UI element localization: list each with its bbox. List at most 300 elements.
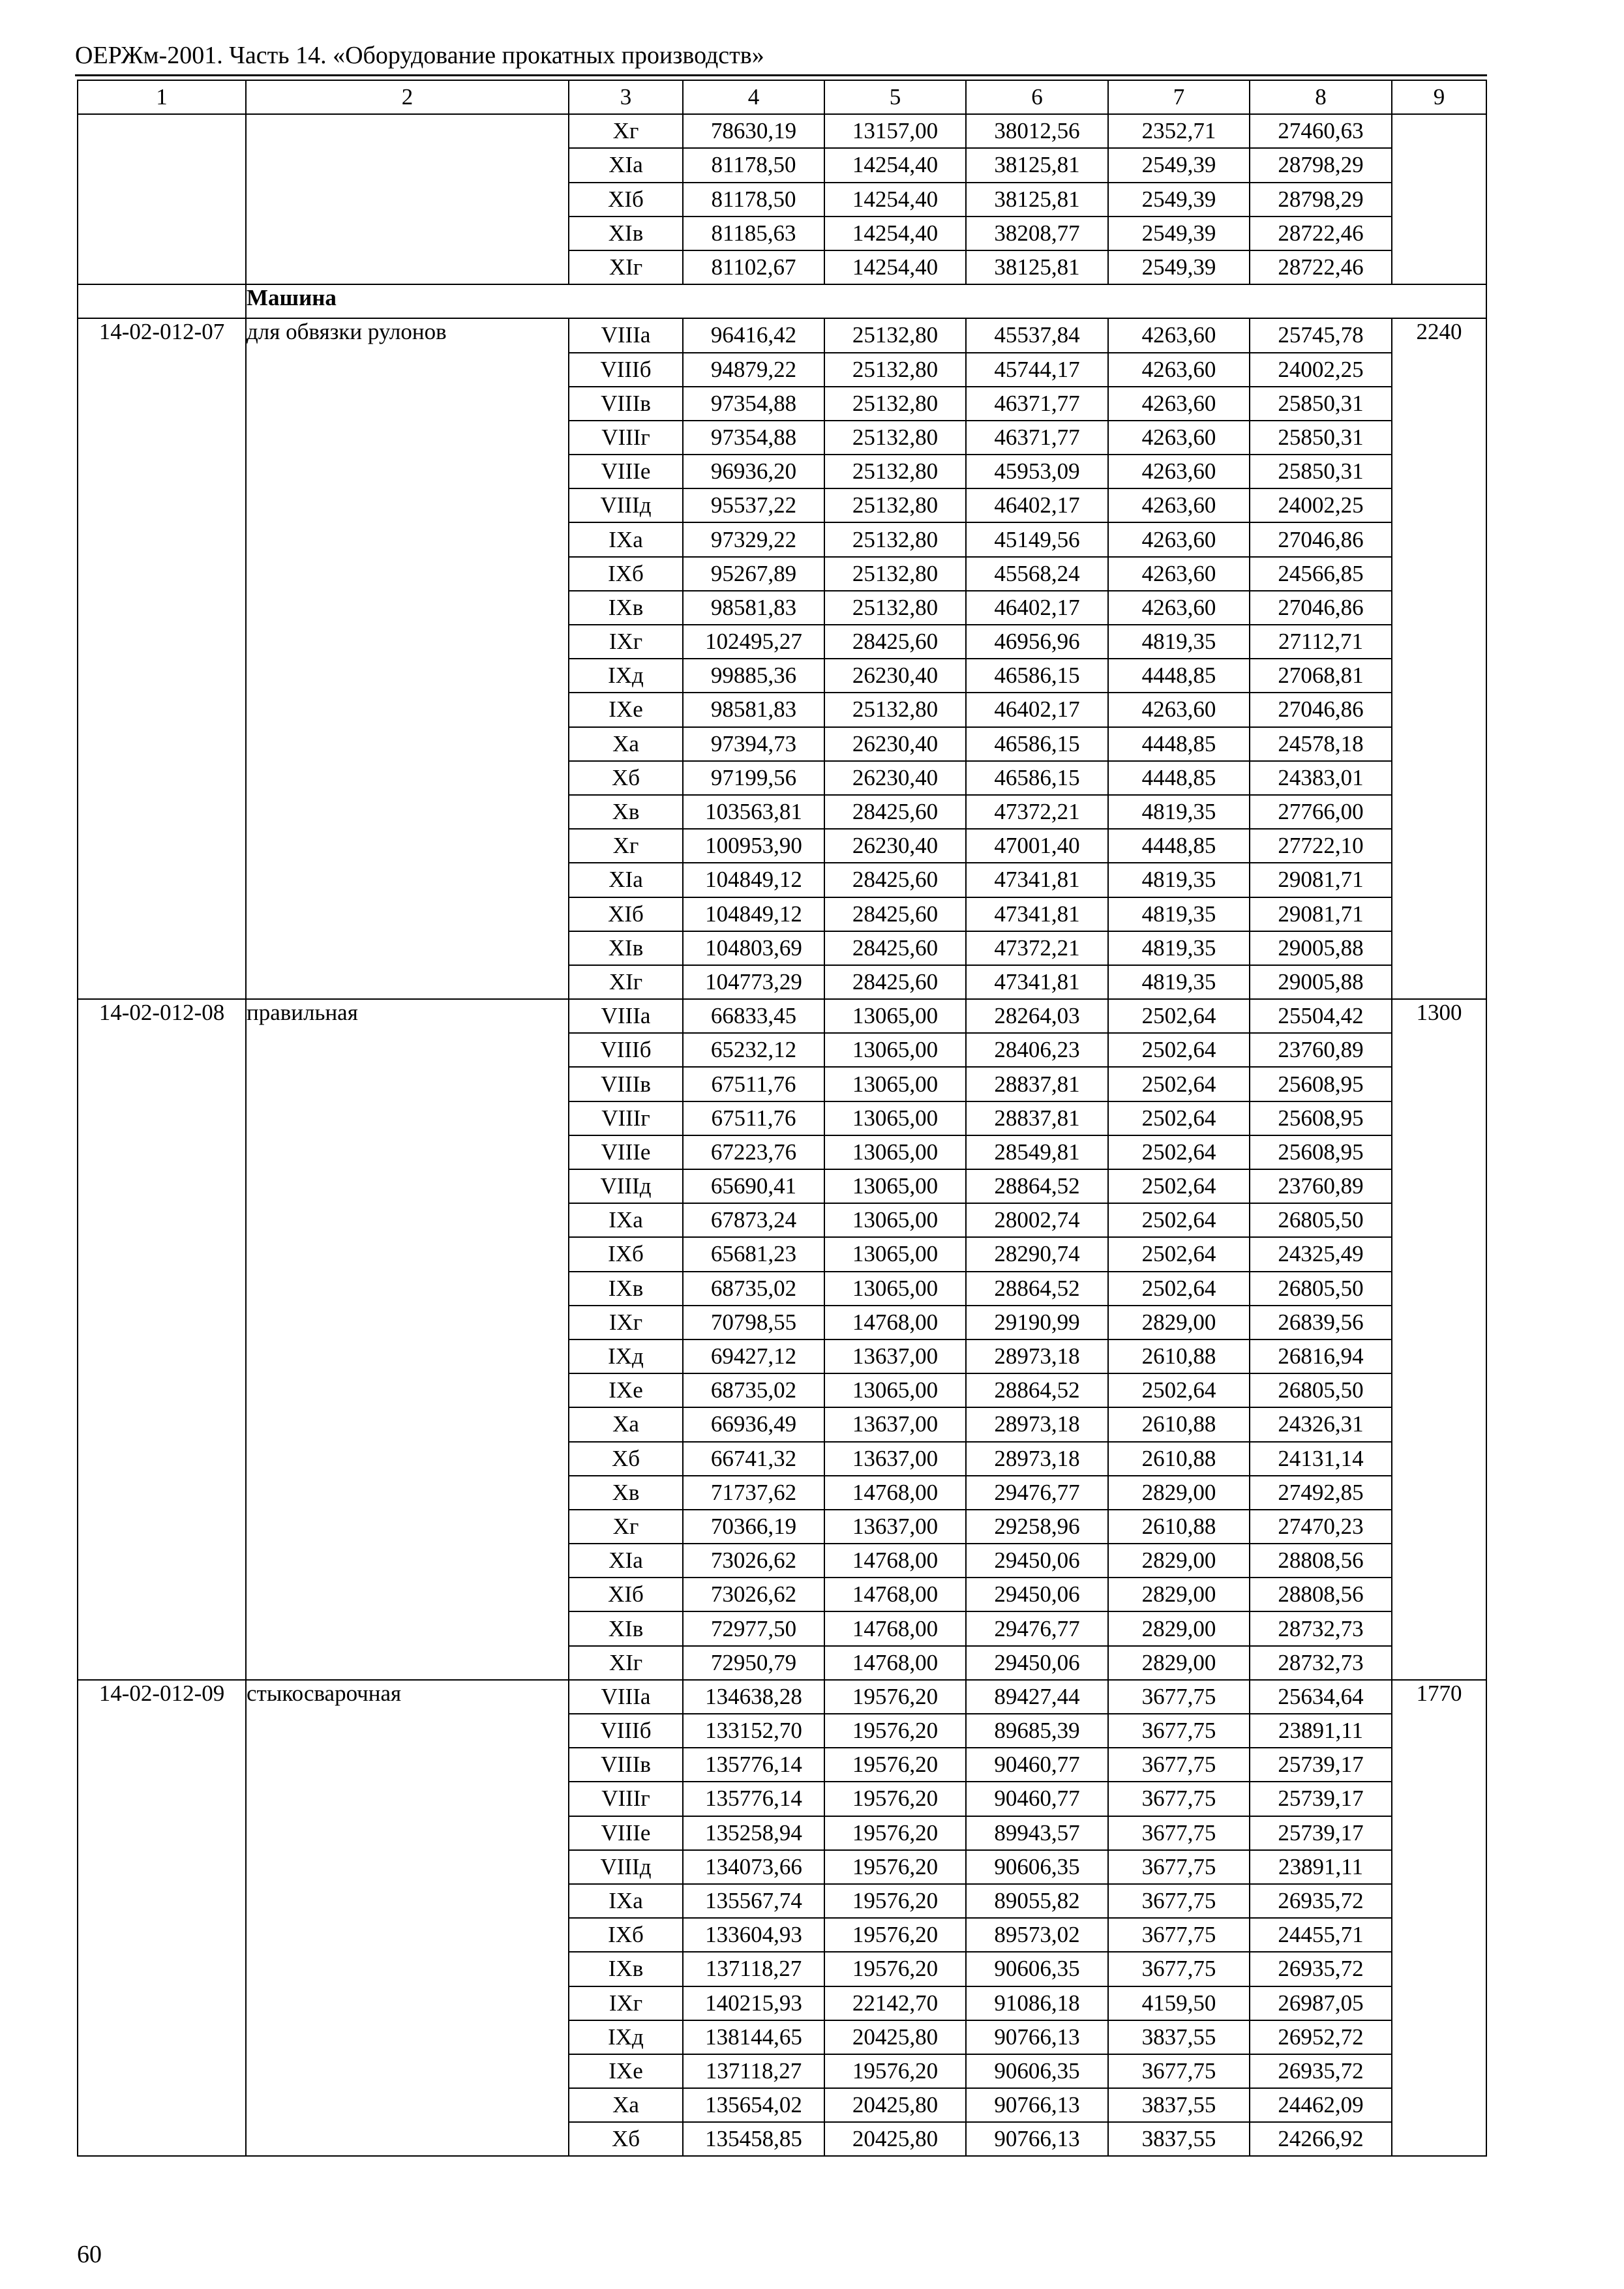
value-cell: 13157,00 [824,114,966,148]
row-code: VIIIа [569,318,683,352]
row-code: VIIIв [569,387,683,421]
value-cell: 29005,88 [1250,931,1392,965]
value-cell: 25132,80 [824,693,966,726]
value-cell: 24325,49 [1250,1237,1392,1271]
value-cell: 98581,83 [683,693,824,726]
value-cell: 19576,20 [824,1850,966,1884]
value-cell: 27046,86 [1250,591,1392,625]
value-cell: 13065,00 [824,1101,966,1135]
value-cell: 27460,63 [1250,114,1392,148]
value-cell: 27046,86 [1250,693,1392,726]
value-cell: 4448,85 [1108,829,1250,863]
value-cell: 26935,72 [1250,1952,1392,1986]
value-cell: 46402,17 [966,591,1108,625]
value-cell: 90606,35 [966,1952,1108,1986]
value-cell: 71737,62 [683,1476,824,1510]
value-cell: 25745,78 [1250,318,1392,352]
value-cell: 96416,42 [683,318,824,352]
value-cell: 2549,39 [1108,183,1250,217]
value-cell: 24266,92 [1250,2122,1392,2156]
value-cell: 24578,18 [1250,727,1392,761]
value-cell: 81102,67 [683,250,824,284]
value-cell: 23760,89 [1250,1169,1392,1203]
row-code: VIIIе [569,1816,683,1850]
value-cell: 47001,40 [966,829,1108,863]
value-cell: 20425,80 [824,2088,966,2122]
value-cell: 29476,77 [966,1611,1108,1645]
value-cell: 3677,75 [1108,1952,1250,1986]
value-cell: 26805,50 [1250,1203,1392,1237]
value-cell: 2829,00 [1108,1611,1250,1645]
row-code: IXб [569,1237,683,1271]
value-cell: 2829,00 [1108,1306,1250,1339]
value-cell: 13065,00 [824,1272,966,1306]
value-cell: 24383,01 [1250,761,1392,795]
value-cell: 25739,17 [1250,1748,1392,1782]
value-cell: 65681,23 [683,1237,824,1271]
value-cell: 2502,64 [1108,1237,1250,1271]
value-cell: 134638,28 [683,1680,824,1714]
value-cell: 47341,81 [966,897,1108,931]
value-cell: 45568,24 [966,557,1108,591]
value-cell: 4448,85 [1108,659,1250,693]
value-cell: 28406,23 [966,1033,1108,1067]
value-cell: 29450,06 [966,1646,1108,1680]
value-cell: 29450,06 [966,1544,1108,1578]
table-body [78,80,1486,2156]
value-cell: 20425,80 [824,2020,966,2054]
value-cell: 4263,60 [1108,522,1250,556]
value-cell: 47341,81 [966,863,1108,897]
row-code: XIв [569,931,683,965]
value-cell: 2502,64 [1108,1272,1250,1306]
value-cell: 4263,60 [1108,353,1250,387]
value-cell: 3677,75 [1108,2054,1250,2088]
value-cell: 28549,81 [966,1135,1108,1169]
value-cell: 46402,17 [966,488,1108,522]
value-cell: 28973,18 [966,1442,1108,1476]
value-cell: 2502,64 [1108,1101,1250,1135]
section-label: Машина [246,284,1486,318]
value-cell: 2829,00 [1108,1544,1250,1578]
value-cell: 28732,73 [1250,1646,1392,1680]
value-cell: 3677,75 [1108,1816,1250,1850]
value-cell: 2829,00 [1108,1578,1250,1611]
value-cell: 2829,00 [1108,1476,1250,1510]
value-cell: 81178,50 [683,148,824,182]
value-cell: 24002,25 [1250,353,1392,387]
value-cell: 135654,02 [683,2088,824,2122]
value-cell: 4159,50 [1108,1986,1250,2020]
value-cell: 135258,94 [683,1816,824,1850]
row-code: IXг [569,1306,683,1339]
value-cell: 28808,56 [1250,1578,1392,1611]
value-cell: 4263,60 [1108,557,1250,591]
value-cell: 72977,50 [683,1611,824,1645]
value-cell: 26935,72 [1250,1884,1392,1918]
column-number: 6 [966,80,1108,114]
value-cell: 14768,00 [824,1476,966,1510]
value-cell: 19576,20 [824,1918,966,1952]
value-cell: 133604,93 [683,1918,824,1952]
value-cell: 70798,55 [683,1306,824,1339]
value-cell: 19576,20 [824,1782,966,1816]
value-cell: 97199,56 [683,761,824,795]
value-cell: 28425,60 [824,897,966,931]
value-cell: 38208,77 [966,217,1108,250]
row-code: VIIIб [569,353,683,387]
row-code: Xг [569,829,683,863]
row-code: Xг [569,1510,683,1544]
value-cell: 13065,00 [824,999,966,1033]
value-cell: 28973,18 [966,1339,1108,1373]
row-code: VIIIд [569,1169,683,1203]
value-cell: 97394,73 [683,727,824,761]
value-cell: 137118,27 [683,1952,824,1986]
row-code: XIб [569,897,683,931]
value-cell: 3677,75 [1108,1918,1250,1952]
row-code: Xа [569,727,683,761]
value-cell: 13065,00 [824,1033,966,1067]
row-code: XIг [569,1646,683,1680]
row-code: VIIIа [569,999,683,1033]
row-code: XIв [569,217,683,250]
value-cell: 20425,80 [824,2122,966,2156]
value-cell: 13637,00 [824,1510,966,1544]
value-cell: 47341,81 [966,965,1108,999]
column-number: 5 [824,80,966,114]
value-cell: 138144,65 [683,2020,824,2054]
value-cell: 2549,39 [1108,148,1250,182]
value-cell: 2502,64 [1108,1169,1250,1203]
value-cell: 2610,88 [1108,1407,1250,1441]
value-cell: 25504,42 [1250,999,1392,1033]
value-cell: 19576,20 [824,1816,966,1850]
value-cell: 24002,25 [1250,488,1392,522]
value-cell: 38125,81 [966,148,1108,182]
value-cell: 28425,60 [824,795,966,829]
value-cell: 68735,02 [683,1373,824,1407]
value-cell: 135458,85 [683,2122,824,2156]
value-cell: 27766,00 [1250,795,1392,829]
value-cell: 13065,00 [824,1135,966,1169]
value-cell: 2502,64 [1108,1135,1250,1169]
row-code: Xб [569,761,683,795]
value-cell: 25608,95 [1250,1135,1392,1169]
item-code: 14-02-012-07 [78,318,246,999]
value-cell: 97329,22 [683,522,824,556]
value-cell: 78630,19 [683,114,824,148]
value-cell: 100953,90 [683,829,824,863]
row-code: XIа [569,148,683,182]
value-cell: 29450,06 [966,1578,1108,1611]
value-cell: 27470,23 [1250,1510,1392,1544]
value-cell: 2502,64 [1108,1033,1250,1067]
value-cell: 3677,75 [1108,1850,1250,1884]
row-code: IXб [569,1918,683,1952]
value-cell: 28425,60 [824,625,966,659]
value-cell: 29005,88 [1250,965,1392,999]
value-cell: 25608,95 [1250,1101,1392,1135]
value-cell: 2352,71 [1108,114,1250,148]
row-code: Xг [569,114,683,148]
value-cell: 26952,72 [1250,2020,1392,2054]
item-col9: 1300 [1392,999,1486,1680]
row-code: VIIIб [569,1033,683,1067]
value-cell: 2610,88 [1108,1510,1250,1544]
value-cell: 97354,88 [683,421,824,455]
value-cell: 14254,40 [824,148,966,182]
value-cell: 28264,03 [966,999,1108,1033]
value-cell: 23891,11 [1250,1850,1392,1884]
value-cell: 14768,00 [824,1544,966,1578]
value-cell: 90766,13 [966,2122,1108,2156]
row-code: VIIIа [569,1680,683,1714]
value-cell: 25739,17 [1250,1782,1392,1816]
value-cell: 28722,46 [1250,250,1392,284]
value-cell: 67873,24 [683,1203,824,1237]
value-cell: 2502,64 [1108,1373,1250,1407]
table-row [78,318,1486,352]
row-code: Xа [569,1407,683,1441]
row-code: XIб [569,183,683,217]
value-cell: 19576,20 [824,1952,966,1986]
value-cell: 25132,80 [824,387,966,421]
row-code: IXе [569,1373,683,1407]
value-cell: 89055,82 [966,1884,1108,1918]
value-cell: 3677,75 [1108,1714,1250,1748]
value-cell: 46402,17 [966,693,1108,726]
row-code: Xб [569,2122,683,2156]
value-cell: 23891,11 [1250,1714,1392,1748]
value-cell: 3677,75 [1108,1680,1250,1714]
value-cell: 4448,85 [1108,727,1250,761]
value-cell: 3837,55 [1108,2088,1250,2122]
value-cell: 25850,31 [1250,421,1392,455]
value-cell: 25132,80 [824,318,966,352]
value-cell: 97354,88 [683,387,824,421]
value-cell: 45537,84 [966,318,1108,352]
value-cell: 29081,71 [1250,863,1392,897]
value-cell: 89685,39 [966,1714,1108,1748]
value-cell: 4263,60 [1108,591,1250,625]
header-rule [75,74,1487,76]
value-cell: 46586,15 [966,727,1108,761]
value-cell: 133152,70 [683,1714,824,1748]
value-cell: 81185,63 [683,217,824,250]
row-code: XIг [569,965,683,999]
value-cell: 29190,99 [966,1306,1108,1339]
item-code: 14-02-012-08 [78,999,246,1680]
value-cell: 26230,40 [824,659,966,693]
value-cell: 26805,50 [1250,1272,1392,1306]
column-number: 7 [1108,80,1250,114]
value-cell: 38125,81 [966,250,1108,284]
value-cell: 14768,00 [824,1611,966,1645]
value-cell: 24455,71 [1250,1918,1392,1952]
item-col9: 1770 [1392,1680,1486,2157]
row-code: IXв [569,591,683,625]
value-cell: 4263,60 [1108,387,1250,421]
value-cell: 66936,49 [683,1407,824,1441]
value-cell: 46586,15 [966,761,1108,795]
value-cell: 2549,39 [1108,250,1250,284]
value-cell: 3677,75 [1108,1884,1250,1918]
page-header: ОЕРЖм-2001. Часть 14. «Оборудование прокатных производств» [75,42,764,69]
value-cell: 90766,13 [966,2020,1108,2054]
value-cell: 2502,64 [1108,999,1250,1033]
column-number: 8 [1250,80,1392,114]
value-cell: 25132,80 [824,557,966,591]
value-cell: 27046,86 [1250,522,1392,556]
value-cell: 4448,85 [1108,761,1250,795]
value-cell: 3837,55 [1108,2122,1250,2156]
value-cell: 46956,96 [966,625,1108,659]
row-code: IXв [569,1272,683,1306]
value-cell: 4263,60 [1108,318,1250,352]
value-cell: 25132,80 [824,488,966,522]
row-code: VIIIд [569,488,683,522]
value-cell: 26816,94 [1250,1339,1392,1373]
item-name: правильная [246,999,569,1680]
value-cell: 19576,20 [824,1680,966,1714]
value-cell: 26839,56 [1250,1306,1392,1339]
value-cell: 94879,22 [683,353,824,387]
table-row [78,1680,1486,1714]
value-cell: 3677,75 [1108,1748,1250,1782]
row-code: IXе [569,2054,683,2088]
value-cell: 26987,05 [1250,1986,1392,2020]
value-cell: 25739,17 [1250,1816,1392,1850]
row-code: IXд [569,659,683,693]
value-cell: 103563,81 [683,795,824,829]
column-number: 3 [569,80,683,114]
row-code: VIIIв [569,1067,683,1101]
value-cell: 25132,80 [824,421,966,455]
table-row [78,114,1486,148]
value-cell: 26230,40 [824,761,966,795]
value-cell: 24462,09 [1250,2088,1392,2122]
row-code: IXе [569,693,683,726]
value-cell: 89573,02 [966,1918,1108,1952]
value-cell: 22142,70 [824,1986,966,2020]
value-cell: 4263,60 [1108,488,1250,522]
row-code: IXд [569,2020,683,2054]
value-cell: 26230,40 [824,829,966,863]
value-cell: 3677,75 [1108,1782,1250,1816]
row-code: IXа [569,522,683,556]
value-cell: 3837,55 [1108,2020,1250,2054]
value-cell: 14768,00 [824,1306,966,1339]
value-cell: 104773,29 [683,965,824,999]
col9-cell [1392,114,1486,284]
value-cell: 14768,00 [824,1578,966,1611]
value-cell: 4819,35 [1108,931,1250,965]
item-col9: 2240 [1392,318,1486,999]
value-cell: 25132,80 [824,353,966,387]
value-cell: 2502,64 [1108,1067,1250,1101]
value-cell: 95537,22 [683,488,824,522]
value-cell: 28808,56 [1250,1544,1392,1578]
value-cell: 28798,29 [1250,183,1392,217]
value-cell: 28864,52 [966,1169,1108,1203]
value-cell: 45744,17 [966,353,1108,387]
value-cell: 68735,02 [683,1272,824,1306]
value-cell: 19576,20 [824,2054,966,2088]
row-code: XIг [569,250,683,284]
row-code: IXб [569,557,683,591]
value-cell: 72950,79 [683,1646,824,1680]
value-cell: 29258,96 [966,1510,1108,1544]
value-cell: 4819,35 [1108,965,1250,999]
value-cell: 13065,00 [824,1373,966,1407]
column-number: 4 [683,80,824,114]
value-cell: 26805,50 [1250,1373,1392,1407]
value-cell: 69427,12 [683,1339,824,1373]
value-cell: 140215,93 [683,1986,824,2020]
row-code: IXв [569,1952,683,1986]
value-cell: 67223,76 [683,1135,824,1169]
value-cell: 89943,57 [966,1816,1108,1850]
value-cell: 19576,20 [824,1748,966,1782]
value-cell: 13065,00 [824,1237,966,1271]
value-cell: 19576,20 [824,1884,966,1918]
column-number: 1 [78,80,246,114]
value-cell: 24566,85 [1250,557,1392,591]
value-cell: 73026,62 [683,1578,824,1611]
value-cell: 66741,32 [683,1442,824,1476]
value-cell: 13065,00 [824,1067,966,1101]
value-cell: 25132,80 [824,591,966,625]
value-cell: 81178,50 [683,183,824,217]
value-cell: 90460,77 [966,1782,1108,1816]
item-code: 14-02-012-09 [78,1680,246,2157]
value-cell: 4263,60 [1108,455,1250,488]
table-row [78,999,1486,1033]
value-cell: 65232,12 [683,1033,824,1067]
value-cell: 14254,40 [824,183,966,217]
value-cell: 25850,31 [1250,387,1392,421]
value-cell: 104849,12 [683,897,824,931]
value-cell: 45953,09 [966,455,1108,488]
value-cell: 90460,77 [966,1748,1108,1782]
column-number: 9 [1392,80,1486,114]
value-cell: 2549,39 [1108,217,1250,250]
value-cell: 26935,72 [1250,2054,1392,2088]
row-code: IXа [569,1203,683,1237]
value-cell: 28290,74 [966,1237,1108,1271]
value-cell: 4263,60 [1108,421,1250,455]
value-cell: 4263,60 [1108,693,1250,726]
value-cell: 28837,81 [966,1101,1108,1135]
value-cell: 25132,80 [824,522,966,556]
value-cell: 24131,14 [1250,1442,1392,1476]
value-cell: 137118,27 [683,2054,824,2088]
value-cell: 2829,00 [1108,1646,1250,1680]
row-code: Xа [569,2088,683,2122]
value-cell: 28732,73 [1250,1611,1392,1645]
value-cell: 38012,56 [966,114,1108,148]
value-cell: 73026,62 [683,1544,824,1578]
column-number-row [78,80,1486,114]
row-code: IXд [569,1339,683,1373]
row-code: VIIIв [569,1748,683,1782]
value-cell: 96936,20 [683,455,824,488]
value-cell: 104849,12 [683,863,824,897]
value-cell: 90766,13 [966,2088,1108,2122]
row-code: VIIIе [569,1135,683,1169]
row-code: IXа [569,1884,683,1918]
